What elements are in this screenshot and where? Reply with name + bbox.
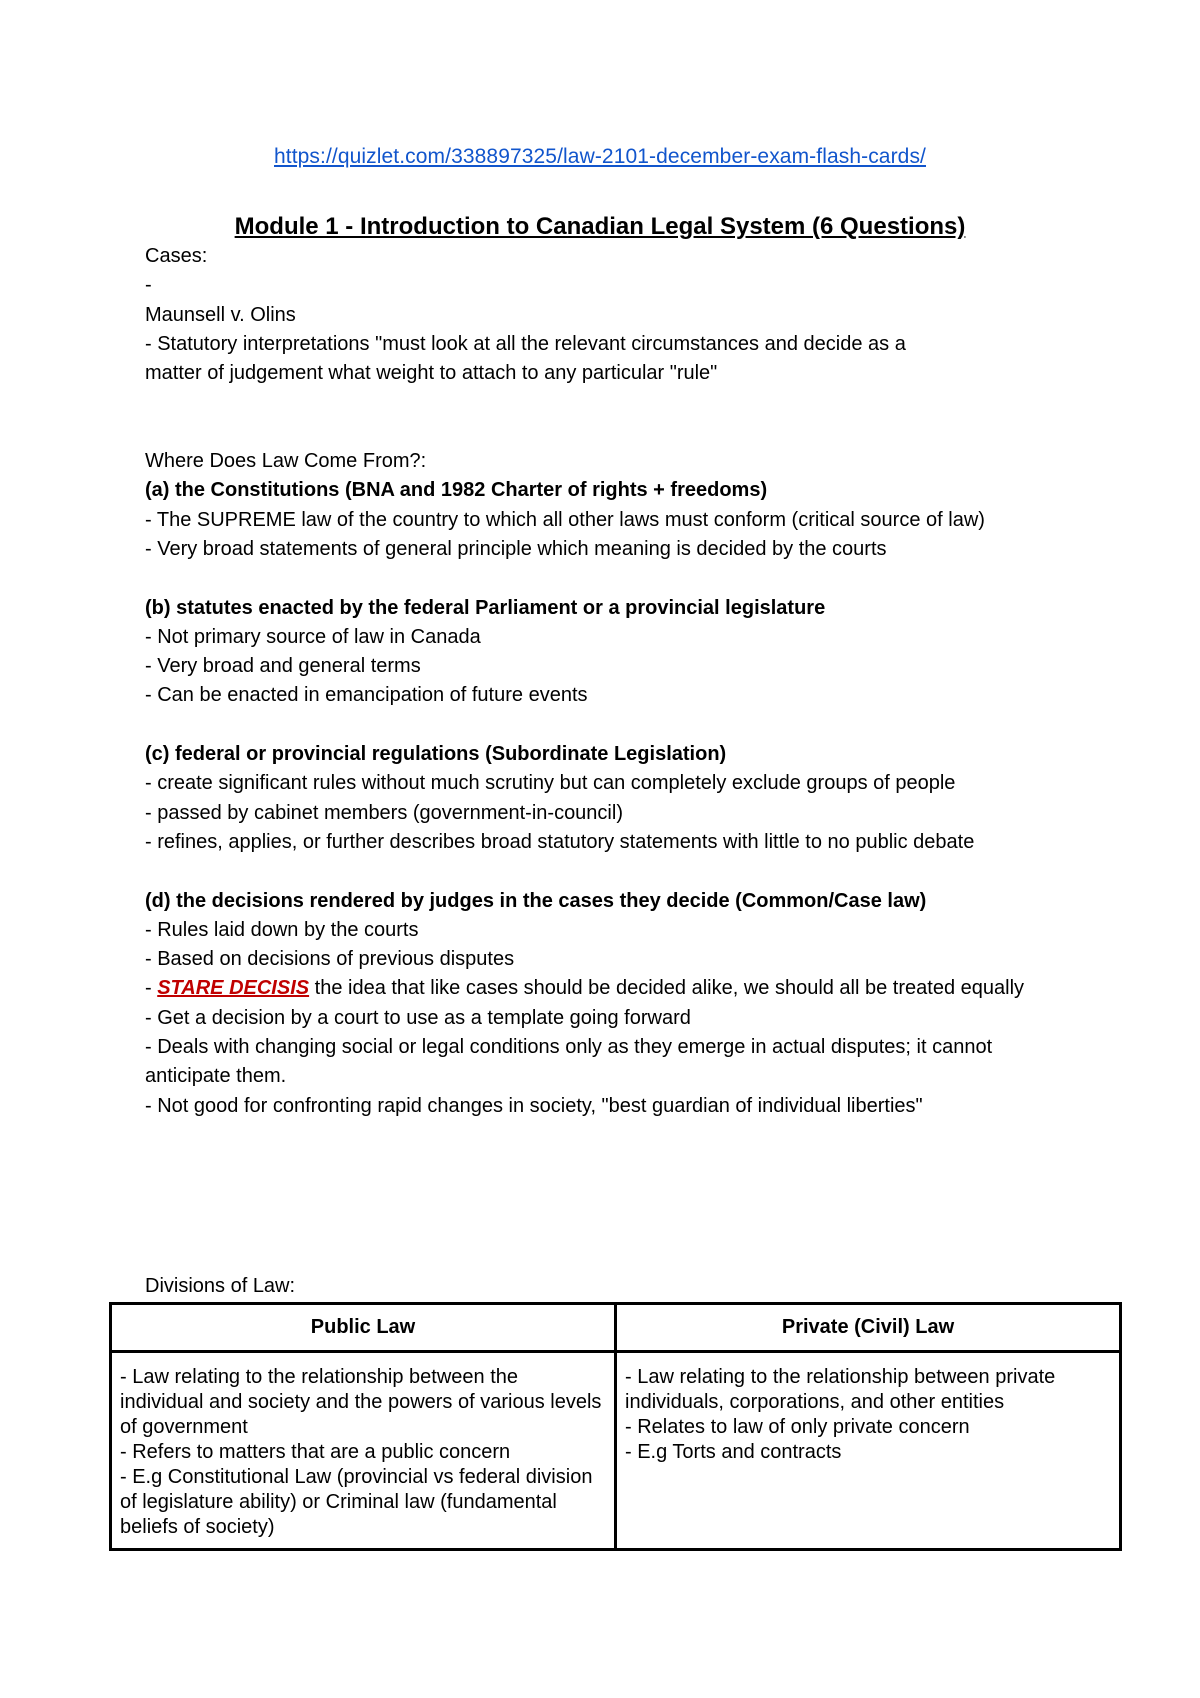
sources-question: Where Does Law Come From?: bbox=[145, 450, 427, 473]
private-law-line: - E.g Torts and contracts bbox=[625, 1441, 842, 1463]
case-note: - Statutory interpretations "must look at all the relevant circumstances and decide as a bbox=[145, 332, 906, 355]
public-law-line: - Refers to matters that are a public concern bbox=[120, 1441, 511, 1463]
source-b-point: - Not primary source of law in Canada bbox=[145, 625, 481, 648]
source-c-point: - create significant rules without much scrutiny but can completely exclude groups of people bbox=[145, 772, 956, 795]
source-d-point: - Deals with changing social or legal conditions only as they emerge in actual disputes; it cannot anticipate them. bbox=[145, 1036, 993, 1088]
stare-dash: - bbox=[145, 977, 158, 1000]
stare-decisis-term: STARE DECISIS bbox=[157, 977, 310, 1000]
table-header-row bbox=[111, 1304, 1121, 1352]
notes-body bbox=[145, 212, 1065, 1121]
public-law-line: - E.g Constitutional Law (provincial vs federal division of legislature ability) or Criminal law (fundamental beliefs of society) bbox=[120, 1466, 593, 1538]
divisions-table bbox=[109, 1302, 1122, 1551]
source-c-point: - passed by cabinet members (government-in-council) bbox=[145, 801, 623, 824]
source-d-heading: (d) the decisions rendered by judges in the cases they decide (Common/Case law) bbox=[145, 889, 927, 912]
module-title: Module 1 - Introduction to Canadian Legal System (6 Questions) bbox=[234, 213, 966, 240]
public-law-line: - Law relating to the relationship between the individual and society and the powers of various levels of government bbox=[120, 1366, 602, 1438]
table-row bbox=[111, 1352, 1121, 1550]
private-law-line: - Law relating to the relationship between private individuals, corporations, and other entities bbox=[625, 1366, 1056, 1413]
private-law-cell bbox=[616, 1352, 1121, 1550]
source-a-point: - Very broad statements of general principle which meaning is decided by the courts bbox=[145, 537, 887, 560]
source-b-heading: (b) statutes enacted by the federal Parliament or a provincial legislature bbox=[145, 596, 826, 619]
case-name: Maunsell v. Olins bbox=[145, 303, 296, 326]
stare-decisis-point bbox=[145, 974, 1065, 1003]
public-law-header: Public Law bbox=[111, 1304, 616, 1352]
source-d-point: - Rules laid down by the courts bbox=[145, 918, 419, 941]
source-a-heading: (a) the Constitutions (BNA and 1982 Charter of rights + freedoms) bbox=[145, 479, 768, 502]
cases-label: Cases: bbox=[145, 245, 208, 267]
divisions-label: Divisions of Law: bbox=[145, 1275, 296, 1297]
cases-dash: - bbox=[145, 274, 152, 297]
stare-definition: the idea that like cases should be decided alike, we should all be treated equally bbox=[309, 977, 1025, 1000]
source-d-point: - Based on decisions of previous disputes bbox=[145, 948, 515, 971]
public-law-cell bbox=[111, 1352, 616, 1550]
private-law-line: - Relates to law of only private concern bbox=[625, 1416, 970, 1438]
source-c-point: - refines, applies, or further describes broad statutory statements with little to no public debate bbox=[145, 830, 975, 853]
case-note: matter of judgement what weight to attach to any particular "rule" bbox=[145, 362, 718, 385]
private-law-header: Private (Civil) Law bbox=[616, 1304, 1121, 1352]
source-c-heading: (c) federal or provincial regulations (Subordinate Legislation) bbox=[145, 743, 727, 766]
source-b-point: - Can be enacted in emancipation of future events bbox=[145, 684, 588, 707]
source-a-point: - The SUPREME law of the country to which all other laws must conform (critical source of law) bbox=[145, 508, 985, 531]
source-d-point: - Get a decision by a court to use as a template going forward bbox=[145, 1006, 691, 1029]
quizlet-link[interactable]: https://quizlet.com/338897325/law-2101-december-exam-flash-cards/ bbox=[274, 145, 926, 168]
source-b-point: - Very broad and general terms bbox=[145, 655, 421, 678]
source-d-point: - Not good for confronting rapid changes in society, "best guardian of individual liberties" bbox=[145, 1094, 923, 1117]
